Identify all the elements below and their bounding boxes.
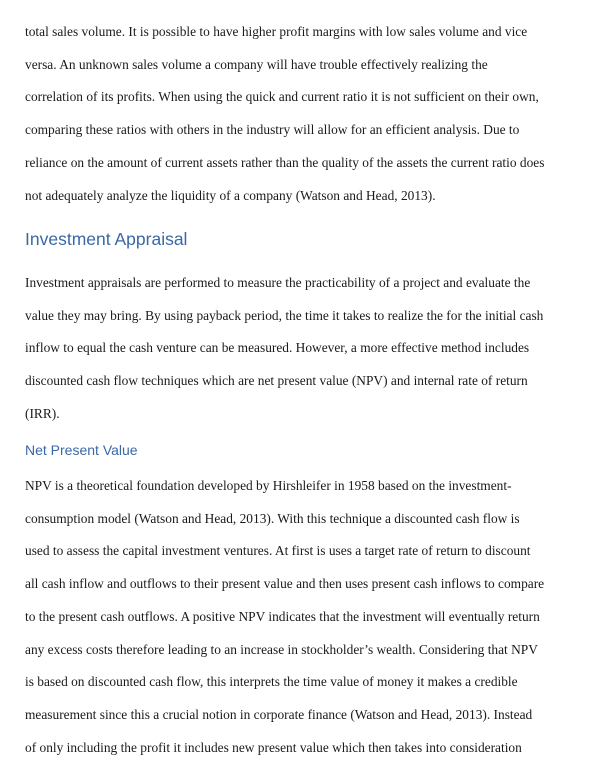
text-line: to the present cash outflows. A positive NPV indicates that the investment will eventually return — [25, 608, 540, 624]
text-line: all cash inflow and outflows to their present value and then uses present cash inflows to compare — [25, 576, 545, 592]
paragraph-net-present-value — [25, 470, 577, 764]
text-line: measurement since this a crucial notion in corporate finance (Watson and Head, 2013). Instead — [25, 706, 533, 722]
text-line: comparing these ratios with others in the industry will allow for an efficient analysis. Due to — [25, 122, 520, 138]
text-line: versa. An unknown sales volume a company will have trouble effectively realizing the — [25, 56, 488, 72]
heading-net-present-value: Net Present Value — [25, 442, 138, 458]
text-line: NPV is a theoretical foundation developed by Hirshleifer in 1958 based on the investment- — [25, 478, 512, 493]
text-line: reliance on the amount of current assets rather than the quality of the assets the current ratio does — [25, 154, 545, 170]
text-line: consumption model (Watson and Head, 2013). With this technique a discounted cash flow is — [25, 510, 520, 526]
text-line: of only including the profit it includes new present value which then takes into consideration — [25, 739, 522, 755]
text-line: value they may bring. By using payback period, the time it takes to realize the for the initial cash — [25, 307, 544, 323]
text-line: used to assess the capital investment ventures. At first is uses a target rate of return to discount — [25, 543, 531, 559]
text-line: any excess costs therefore leading to an increase in stockholder’s wealth. Considering that NPV — [25, 641, 538, 657]
text-line: total sales volume. It is possible to have higher profit margins with low sales volume and vice — [25, 24, 528, 39]
text-line: is based on discounted cash flow, this interprets the time value of money it makes a credible — [25, 674, 518, 690]
text-line: (IRR). — [25, 405, 60, 421]
text-line: discounted cash flow techniques which are net present value (NPV) and internal rate of return — [25, 373, 528, 389]
text-line: Investment appraisals are performed to measure the practicability of a project and evaluate the — [25, 275, 531, 290]
text-line: correlation of its profits. When using the quick and current ratio it is not sufficient on their own, — [25, 89, 539, 105]
paragraph-investment-appraisal — [25, 267, 577, 431]
heading-investment-appraisal: Investment Appraisal — [25, 229, 188, 249]
text-line: inflow to equal the cash venture can be measured. However, a more effective method includes — [25, 340, 530, 356]
text-line: not adequately analyze the liquidity of a company (Watson and Head, 2013). — [25, 187, 436, 203]
paragraph-liquidity — [25, 16, 577, 212]
